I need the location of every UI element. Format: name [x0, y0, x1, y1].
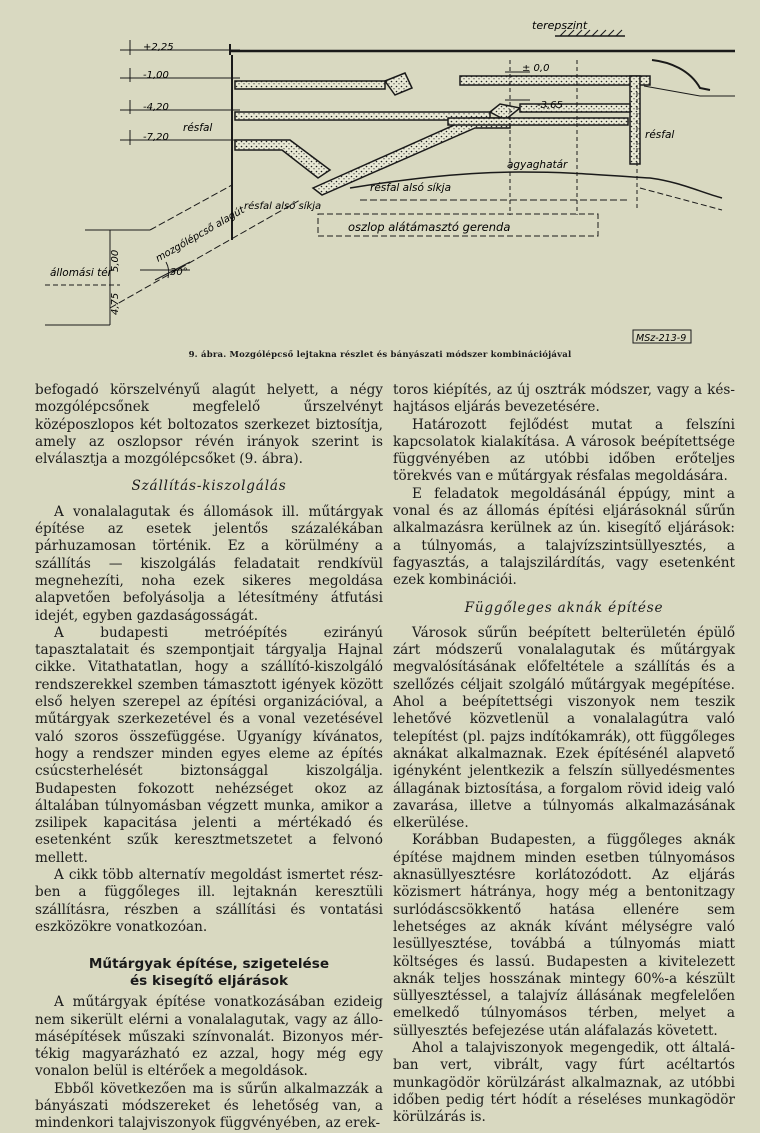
paragraph: befogadó körszelvényű alagút helyett, a négy mozgólépcsőnek megfelelő űrszelvényt középoszlopos két boltozatos szerkezet biztosítja, amely az oszlopsor révén irányok szerint is elválasztja a mozgólépcsőket (9. ábra). — [35, 382, 383, 468]
drawing-stamp: MSz-213-9 — [636, 333, 687, 344]
left-column — [35, 382, 383, 1133]
heading-line: Műtárgyak építése, szigetelése — [88, 956, 330, 973]
escalator-shaft-diagram — [0, 0, 760, 350]
clay-boundary-label: agyaghatár — [507, 159, 568, 171]
dimension-label-2: 4,75 — [110, 292, 121, 315]
paragraph: Korábban Budapesten, a függőleges aknák építése majdnem minden esetben túlnyomásos aknasüllyesztésre korlátozódott. Az eljárás közismert hátránya, hogy még a bentonitzagy surlódáscsökkentő hatása ellenére sem lehetséges az aknák kívánt mélységre való lesüllyesztése, továbbá a túlnyomás miatt költséges és lassú. Budapesten a kivitelezett aknák teljes hosszának mintegy 60%-a készült süllyesztéssel, a talajvíz állásának megfelelően emelkedő túlnyomásos térben, melyet a süllyesztés befejezése után aláfalazás követett. — [393, 832, 735, 1039]
elevation-label-4: -7,20 — [143, 132, 169, 143]
section-heading-transport: Szállítás-kiszolgálás — [131, 478, 287, 495]
right-ground-edge — [652, 60, 710, 90]
heading-line: és kisegítő eljárások — [129, 973, 289, 990]
paragraph: E feladatok megoldásánál éppúgy, mint a vonal és az állomás építési eljárásoknál sűrűn alkalmazásra kerülnek az ún. kisegítő eljárások: a túlnyomás, a talajvízszintsüllyesztés, a fagyasztás, a talajszilárdítás, vagy esetenként ezek kombinációi. — [393, 485, 735, 589]
dimension-label-1: 5,00 — [110, 249, 121, 272]
ground-level-label: terepszint — [532, 19, 588, 32]
elevation-label-6: -3,65 — [537, 100, 563, 111]
elevation-label-1: +2,25 — [143, 42, 174, 53]
paragraph: A vonalalagutak és állomások ill. műtárgyak építése az esetek jelentős százalékában párhuzamosan történik. Ez a körülmény a szállítás — kiszolgálás feladatait rendkívül megnehezíti, noha ezek sikeres megoldása alapvetően befolyásolja a létesítmény átfutási idejét, egyben gazdaságosságát. — [35, 503, 383, 624]
right-column — [393, 382, 735, 1126]
tunnel-label: mozgólépcső alagút — [154, 204, 247, 265]
station-space-label: állomási tér — [50, 267, 112, 279]
paragraph: A budapesti metróépítés ezirányú tapasztalatait és szempontjait tárgyalja Hajnal cikke. Vitathatatlan, hogy a szállító-kiszolgáló rendszerekkel szemben támasztott igények között első helyen szerepel az építési organizációval, a műtárgyak szerkezetével és a vonal vezetésével való szoros összefüggése. Ugyanígy kívánatos, hogy a rendszer minden egyes eleme az építés csúcsterhelését biztonsággal kiszolgálja. Budapesten fokozott nehézséget okoz az általában túlnyomásban végzett munka, amikor a zsilipek kapacitása jelenti a mértékadó és esetenként szűk keresztmetszetet a felvonó mellett. — [35, 624, 383, 866]
section-heading-structures — [35, 956, 383, 990]
figure-caption: 9. ábra. Mozgólépcső lejtakna részlet és bányászati módszer kombinációjával — [188, 350, 572, 360]
paragraph: A műtárgyak építése vonatkozásában ezideig nem sikerült elérni a vonalalagutak, vagy az állomásépítések műszaki színvonalát. Bizonyos mértékig magyarázható ez azzal, hogy még egy vonalon belül is eltérőek a megoldások. — [35, 994, 383, 1080]
section-heading-vertical-shafts: Függőleges aknák építése — [464, 599, 664, 616]
sheet-pile-label-left: résfal — [183, 122, 213, 134]
paragraph: Határozott fejlődést mutat a felszíni kapcsolatok kialakítása. A városok beépítettsége függvényében az utóbbi időben erőteljes törekvés van e műtárgyak résfalas megoldására. — [393, 416, 735, 485]
paragraph: Ahol a talajviszonyok megengedik, ott általában vert, vibrált, vagy fúrt acéltartós munkagödör körülzárást alkalmaznak, az utóbbi időben pedig tért hódít a réseléses munkagödör körülzárás is. — [393, 1039, 735, 1126]
paragraph: toros kiépítés, az új osztrák módszer, vagy a késhajtásos eljárás bevezetésére. — [393, 382, 735, 416]
paragraph: A cikk több alternatív megoldást ismertet részben a függőleges ill. lejtaknán keresztüli szállításra, részben a szállítási és vontatási eszközökre vonatkozóan. — [35, 867, 383, 935]
elevation-label-2: -1,00 — [143, 70, 169, 81]
right-wall — [630, 76, 640, 164]
angle-label: 30° — [170, 267, 188, 278]
sheet-pile-label-right: résfal — [645, 129, 675, 141]
sheet-pile-lower-left-label: résfal alsó síkja — [244, 201, 322, 212]
sheet-pile-lower-edge-label: résfal alsó síkja — [370, 182, 452, 194]
paragraph: Városok sűrűn beépített belterületén épülő zárt módszerű vonalalagutak és műtárgyak megvalósításának előfeltétele a szállítás és a szellőzés céljait szolgáló műtárgyak megépítése. Ahol a beépítettségi viszonyok nem teszik lehetővé közvetlenül a vonalalagútra való telepítést (pl. pajzs indítókamrák), ott függőleges aknákat alkalmaznak. Ezek építésénél alapvető igényként jelentkezik a felszín süllyedésmentes állagának biztosítása, a forgalom rövid ideig való zavarása, illetve a túlnyomás alkalmazásának elkerülése. — [393, 624, 735, 832]
elevation-label-3: -4,20 — [143, 102, 169, 113]
paragraph: Ebből következően ma is sűrűn alkalmazzák a bányászati módszereket és lehetőség van, a mindenkori talajviszonyok függvényében, az erek- — [35, 1080, 383, 1132]
support-beam-label: oszlop alátámasztó gerenda — [348, 220, 511, 234]
ground-surface — [230, 30, 735, 55]
upper-slab-right — [460, 76, 650, 85]
elevation-label-5: ± 0,0 — [522, 63, 550, 74]
